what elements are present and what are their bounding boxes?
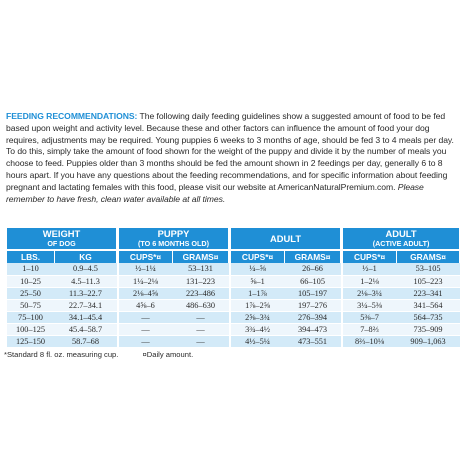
- cell-active-grams: 341–564: [397, 299, 460, 311]
- cell-active-grams: 735–909: [397, 323, 460, 335]
- cell-active-cups: 8⅔–10⅛: [343, 335, 397, 347]
- cell-active-cups: ½–1: [343, 263, 397, 275]
- col-puppy-grams: GRAMS¤: [173, 250, 229, 263]
- feeding-intro: [6, 111, 461, 205]
- cell-puppy-cups: 1¼–2⅛: [119, 275, 173, 287]
- cell-adult-cups: 3¾–4½: [231, 323, 285, 335]
- cell-puppy-cups: —: [119, 311, 173, 323]
- cell-puppy-grams: 53–131: [173, 263, 229, 275]
- cell-kg: 58.7–68: [55, 335, 117, 347]
- table-row: [7, 287, 460, 299]
- cell-lbs: 100–125: [7, 323, 55, 335]
- cell-kg: 45.4–58.7: [55, 323, 117, 335]
- cell-kg: 4.5–11.3: [55, 275, 117, 287]
- cell-adult-grams: 105–197: [285, 287, 341, 299]
- cell-adult-cups: 1⅞–2⅝: [231, 299, 285, 311]
- cell-active-grams: 53–105: [397, 263, 460, 275]
- cell-adult-grams: 66–105: [285, 275, 341, 287]
- cell-kg: 34.1–45.4: [55, 311, 117, 323]
- col-adult-cups: CUPS*¤: [231, 250, 285, 263]
- cell-kg: 22.7–34.1: [55, 299, 117, 311]
- cell-lbs: 75–100: [7, 311, 55, 323]
- cell-puppy-grams: —: [173, 323, 229, 335]
- col-active-cups: CUPS*¤: [343, 250, 397, 263]
- feeding-body: The following daily feeding guidelines show a suggested amount of food to be fed based upon weight and activity level. Because these and other factors can influence the amount of food your dog requires, adjustments may be required. Young puppies 6 weeks to 3 months of age, should be fed 3 to 4 meals per day. To do this, simply take the amount of food shown for the weight of the puppy and divide it by the number of meals you choose to feed. Puppies older than 3 months should be fed the amount shown in 2 feedings per day, generally 6 to 8 hours apart. If you have any questions about the feeding recommendations, and for specific information about feeding pregnant and lactating females with this food, please visit our website at AmericanNaturalPremium.com.: [6, 111, 454, 192]
- footnotes: [4, 350, 444, 359]
- cell-puppy-grams: 223–486: [173, 287, 229, 299]
- group-header-row: [7, 228, 460, 250]
- cell-puppy-grams: 131–223: [173, 275, 229, 287]
- cell-adult-grams: 394–473: [285, 323, 341, 335]
- footnote-cups: *Standard 8 fl. oz. measuring cup.: [4, 350, 119, 359]
- cell-lbs: 10–25: [7, 275, 55, 287]
- cell-adult-cups: 4½–5¼: [231, 335, 285, 347]
- cell-adult-cups: 2⅝–3¾: [231, 311, 285, 323]
- cell-adult-cups: ¼–⅝: [231, 263, 285, 275]
- cell-active-cups: 2⅛–3¼: [343, 287, 397, 299]
- cell-active-cups: 1–2⅛: [343, 275, 397, 287]
- cell-lbs: 1–10: [7, 263, 55, 275]
- column-header-row: [7, 250, 460, 263]
- cell-active-cups: 7–8⅔: [343, 323, 397, 335]
- cell-puppy-cups: ½–1¼: [119, 263, 173, 275]
- cell-puppy-grams: —: [173, 311, 229, 323]
- cell-adult-grams: 197–276: [285, 299, 341, 311]
- water-note: Please remember to have fresh, clean water available at all times.: [6, 181, 424, 204]
- cell-adult-grams: 26–66: [285, 263, 341, 275]
- group-adult: ADULT: [231, 228, 341, 250]
- group-weight: WEIGHT OF DOG: [7, 228, 117, 250]
- cell-active-cups: 3¼–5⅜: [343, 299, 397, 311]
- cell-puppy-cups: 2⅛–4⅝: [119, 287, 173, 299]
- table-row: [7, 335, 460, 347]
- table-row: [7, 323, 460, 335]
- cell-puppy-grams: 486–630: [173, 299, 229, 311]
- table-row: [7, 299, 460, 311]
- cell-kg: 11.3–22.7: [55, 287, 117, 299]
- feeding-table: [6, 228, 460, 348]
- table-row: [7, 263, 460, 275]
- cell-active-grams: 909–1,063: [397, 335, 460, 347]
- cell-lbs: 125–150: [7, 335, 55, 347]
- cell-active-cups: 5⅜–7: [343, 311, 397, 323]
- cell-active-grams: 105–223: [397, 275, 460, 287]
- table-row: [7, 311, 460, 323]
- group-active-adult: ADULT (ACTIVE ADULT): [343, 228, 460, 250]
- cell-adult-grams: 473–551: [285, 335, 341, 347]
- cell-puppy-cups: —: [119, 335, 173, 347]
- cell-adult-cups: ⅝–1: [231, 275, 285, 287]
- cell-lbs: 25–50: [7, 287, 55, 299]
- cell-active-grams: 223–341: [397, 287, 460, 299]
- col-puppy-cups: CUPS*¤: [119, 250, 173, 263]
- col-adult-grams: GRAMS¤: [285, 250, 341, 263]
- cell-puppy-cups: 4⅝–6: [119, 299, 173, 311]
- feeding-table-body: [7, 263, 460, 347]
- cell-adult-cups: 1–1⅞: [231, 287, 285, 299]
- table-row: [7, 275, 460, 287]
- col-active-grams: GRAMS¤: [397, 250, 460, 263]
- cell-active-grams: 564–735: [397, 311, 460, 323]
- footnote-daily: ¤Daily amount.: [142, 350, 194, 359]
- feeding-heading: FEEDING RECOMMENDATIONS:: [6, 111, 138, 121]
- cell-lbs: 50–75: [7, 299, 55, 311]
- col-kg: KG: [55, 250, 117, 263]
- group-puppy: PUPPY (TO 6 MONTHS OLD): [119, 228, 229, 250]
- cell-puppy-grams: —: [173, 335, 229, 347]
- col-lbs: LBS.: [7, 250, 55, 263]
- cell-puppy-cups: —: [119, 323, 173, 335]
- cell-adult-grams: 276–394: [285, 311, 341, 323]
- cell-kg: 0.9–4.5: [55, 263, 117, 275]
